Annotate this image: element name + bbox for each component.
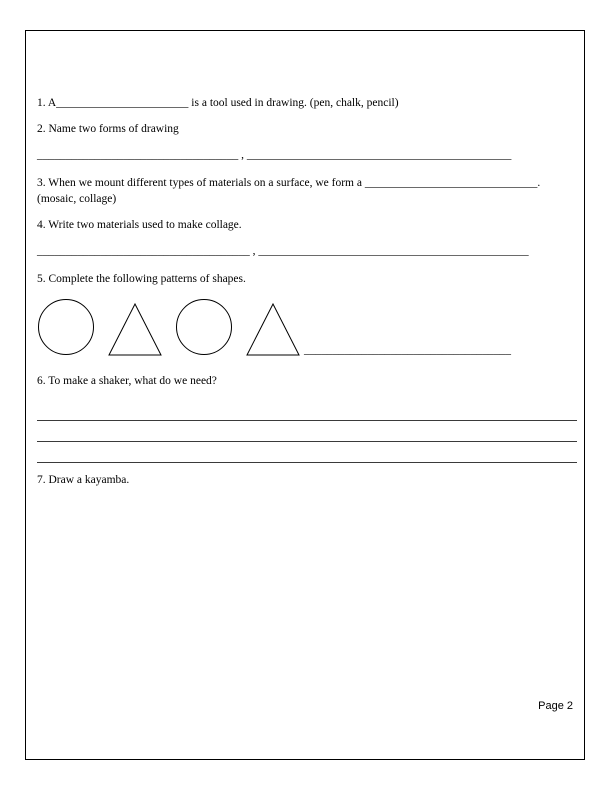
- question-1: 1. A_______________________ is a tool used in drawing. (pen, chalk, pencil): [37, 97, 399, 109]
- shapes-row: [37, 298, 577, 356]
- answer-line-3: [37, 442, 577, 463]
- question-6-answer-area: [37, 400, 577, 463]
- question-2: 2. Name two forms of drawing: [37, 123, 179, 135]
- question-4: 4. Write two materials used to make collage.: [37, 219, 242, 231]
- answer-line-2: [37, 421, 577, 442]
- answer-line-1: [37, 400, 577, 421]
- circle-shape: [175, 298, 233, 356]
- triangle-shape: [106, 298, 164, 356]
- page-number-label: Page 2: [538, 700, 573, 712]
- question-2-answer-blanks: ___________________________________ , ______________________________________________: [37, 149, 512, 161]
- triangle-shape: [244, 298, 302, 356]
- question-3-line2: (mosaic, collage): [37, 193, 117, 205]
- shapes-container: [37, 298, 302, 356]
- question-3-line1: 3. When we mount different types of materials on a surface, we form a ______________________________.: [37, 177, 541, 189]
- circle-shape: [37, 298, 95, 356]
- worksheet-content: [37, 96, 577, 499]
- question-5: 5. Complete the following patterns of shapes.: [37, 273, 246, 285]
- question-7: 7. Draw a kayamba.: [37, 474, 130, 486]
- question-4-answer-blanks: _____________________________________ , _______________________________________________: [37, 245, 529, 257]
- question-6: 6. To make a shaker, what do we need?: [37, 375, 217, 387]
- pattern-blank: ____________________________________: [304, 344, 511, 356]
